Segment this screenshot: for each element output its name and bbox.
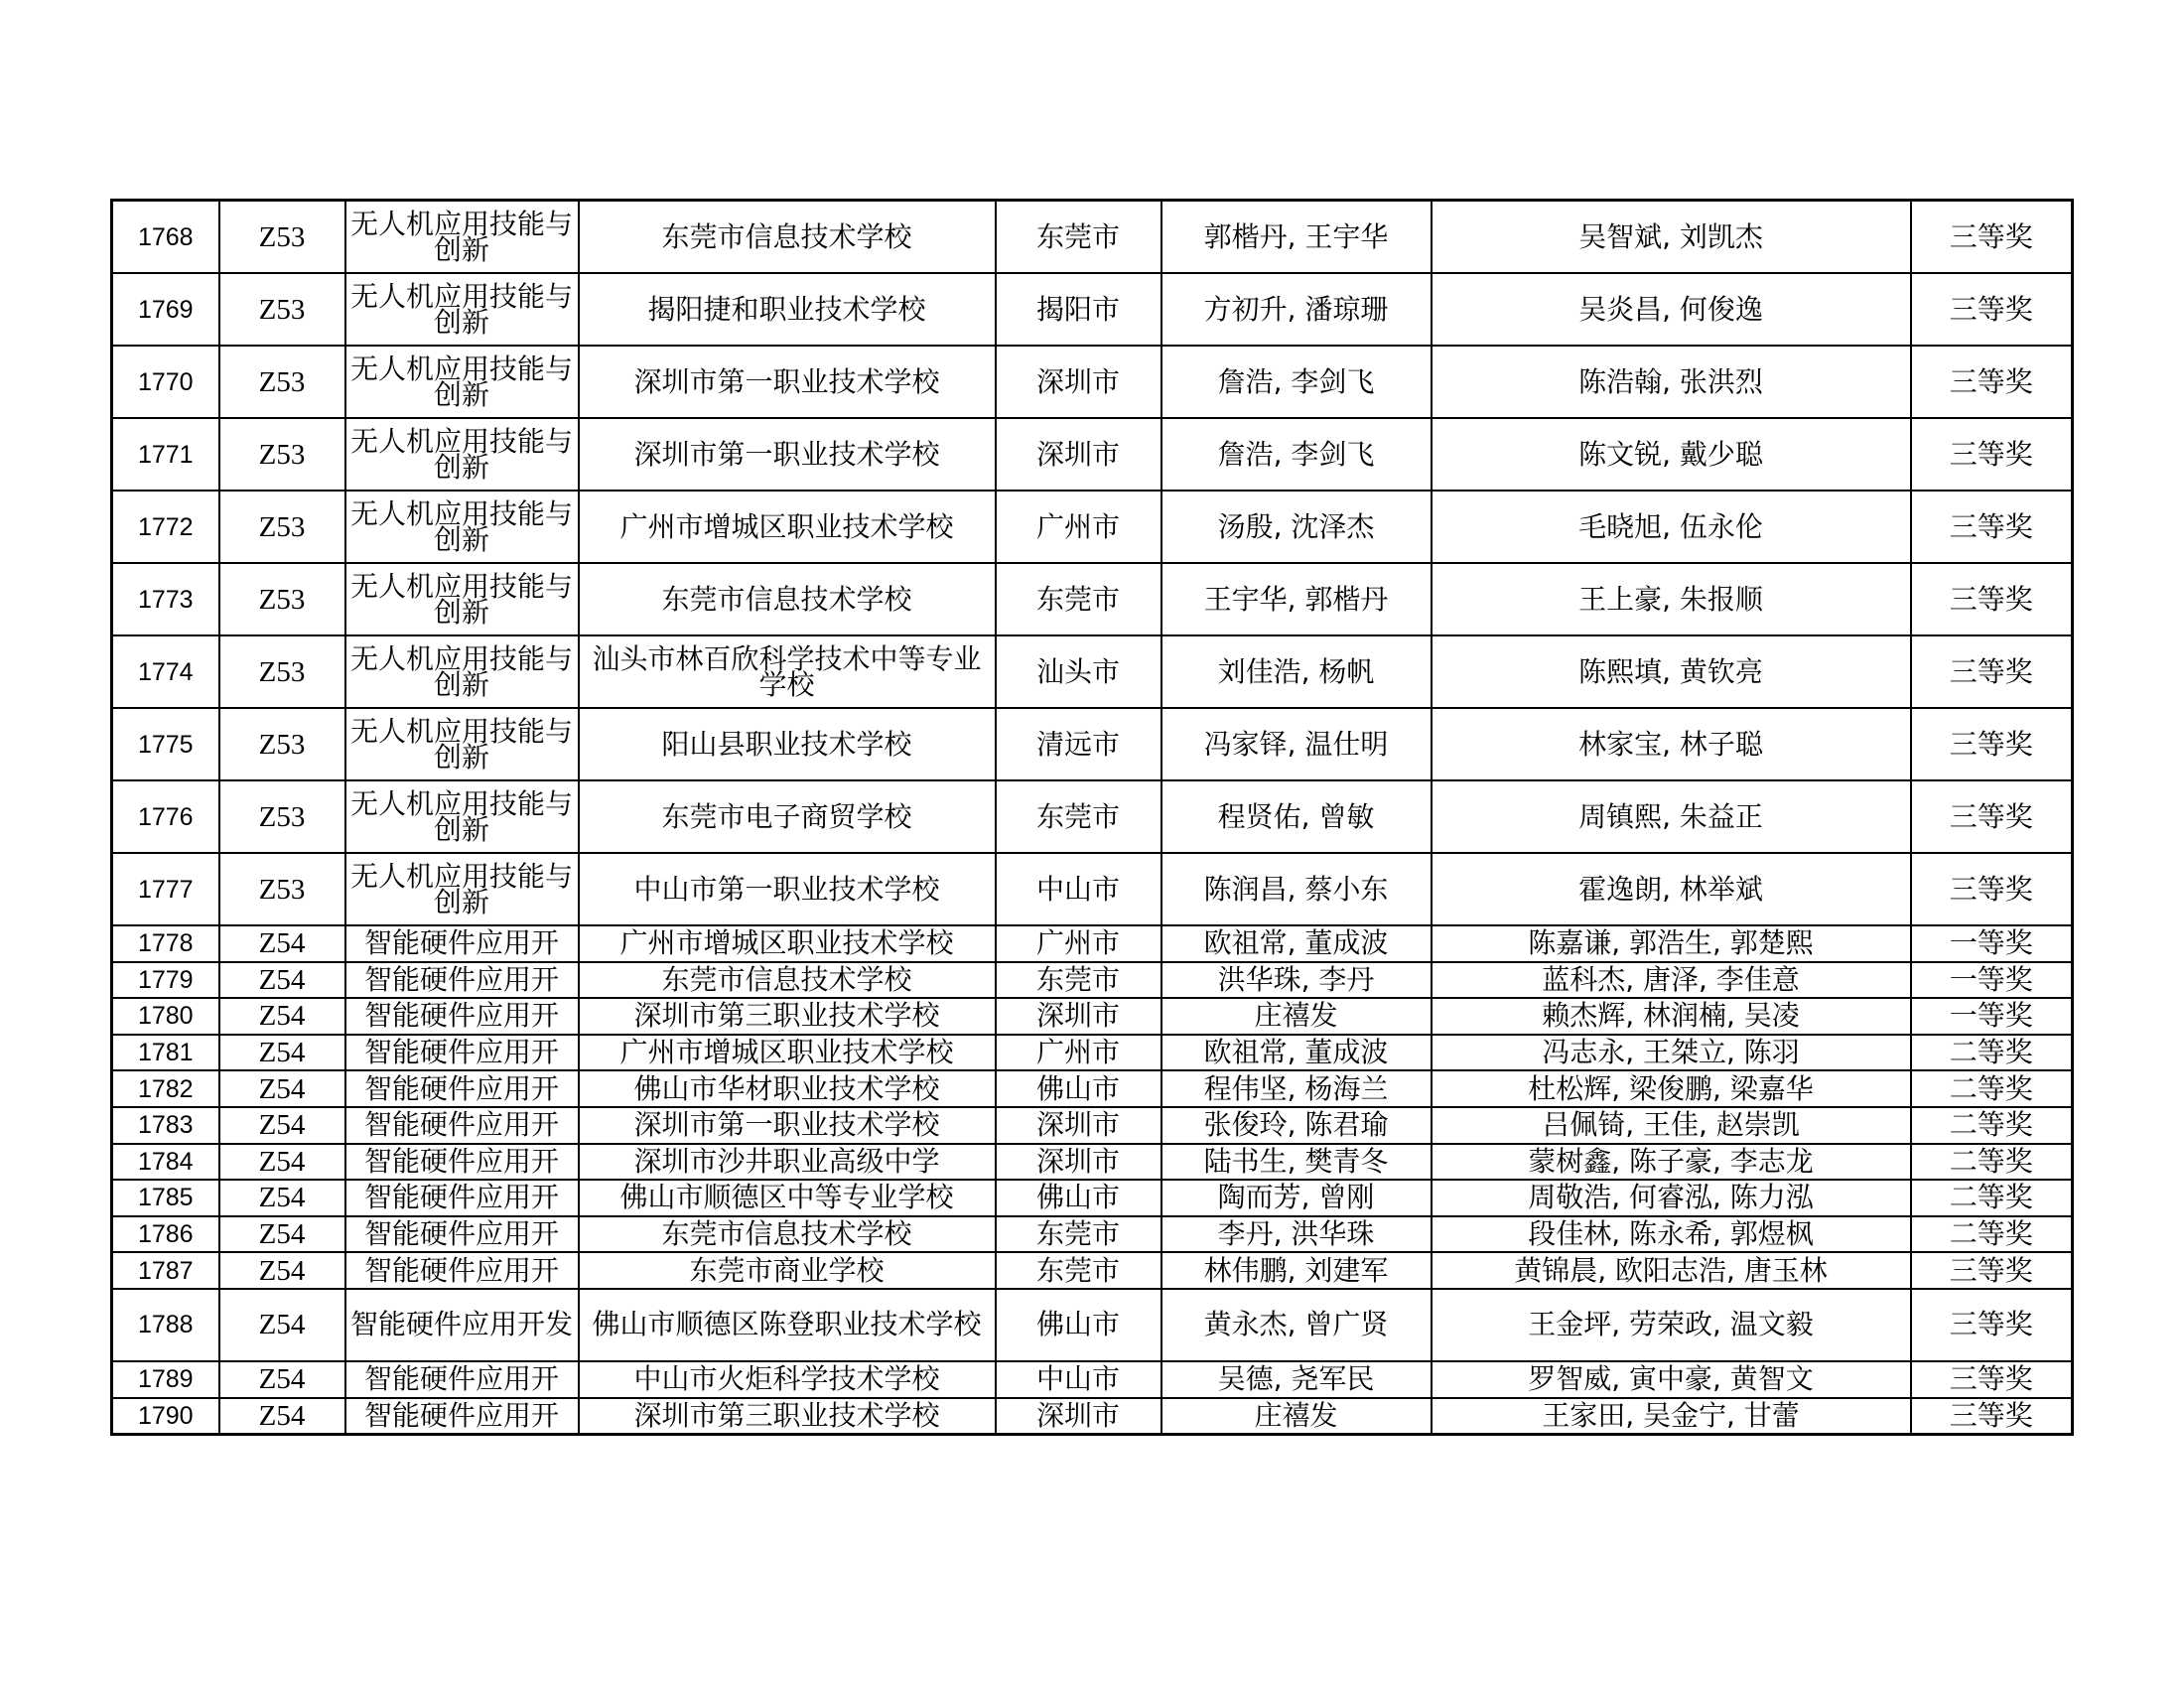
cell-students: 陈文锐, 戴少聪 — [1432, 418, 1911, 491]
cell-award: 二等奖 — [1911, 1070, 2073, 1107]
cell-teachers: 张俊玲, 陈君瑜 — [1161, 1107, 1432, 1144]
cell-students: 林家宝, 林子聪 — [1432, 708, 1911, 780]
cell-project-name: 智能硬件应用开 — [345, 1035, 579, 1071]
cell-project-name: 智能硬件应用开 — [345, 1216, 579, 1253]
cell-number: 1782 — [112, 1070, 219, 1107]
cell-teachers: 林伟鹏, 刘建军 — [1161, 1252, 1432, 1289]
cell-award: 三等奖 — [1911, 1289, 2073, 1361]
cell-city: 佛山市 — [996, 1289, 1161, 1361]
table-row — [112, 1070, 2073, 1107]
cell-school: 东莞市信息技术学校 — [579, 201, 996, 274]
cell-teachers: 庄禧发 — [1161, 1398, 1432, 1435]
cell-students: 蓝科杰, 唐泽, 李佳意 — [1432, 962, 1911, 999]
table-row — [112, 635, 2073, 708]
cell-teachers: 詹浩, 李剑飞 — [1161, 418, 1432, 491]
cell-students: 王家田, 吴金宁, 甘蕾 — [1432, 1398, 1911, 1435]
cell-city: 汕头市 — [996, 635, 1161, 708]
cell-number: 1787 — [112, 1252, 219, 1289]
cell-school: 东莞市信息技术学校 — [579, 962, 996, 999]
cell-teachers: 陈润昌, 蔡小东 — [1161, 853, 1432, 925]
cell-teachers: 庄禧发 — [1161, 998, 1432, 1035]
cell-number: 1777 — [112, 853, 219, 925]
cell-project-code: Z53 — [219, 491, 345, 563]
cell-award: 二等奖 — [1911, 1144, 2073, 1181]
cell-students: 吴智斌, 刘凯杰 — [1432, 201, 1911, 274]
cell-school: 东莞市信息技术学校 — [579, 563, 996, 635]
cell-school: 东莞市电子商贸学校 — [579, 780, 996, 853]
cell-project-code: Z54 — [219, 1070, 345, 1107]
cell-award: 三等奖 — [1911, 563, 2073, 635]
cell-award: 三等奖 — [1911, 1252, 2073, 1289]
cell-students: 吕佩锜, 王佳, 赵崇凯 — [1432, 1107, 1911, 1144]
cell-teachers: 方初升, 潘琼珊 — [1161, 273, 1432, 346]
table-row — [112, 708, 2073, 780]
cell-award: 一等奖 — [1911, 925, 2073, 962]
cell-city: 东莞市 — [996, 962, 1161, 999]
cell-school: 广州市增城区职业技术学校 — [579, 491, 996, 563]
cell-city: 深圳市 — [996, 346, 1161, 418]
cell-city: 佛山市 — [996, 1180, 1161, 1216]
cell-students: 段佳林, 陈永希, 郭煜枫 — [1432, 1216, 1911, 1253]
cell-project-code: Z53 — [219, 273, 345, 346]
cell-project-code: Z54 — [219, 1180, 345, 1216]
cell-project-name: 无人机应用技能与创新 — [345, 273, 579, 346]
cell-project-code: Z53 — [219, 346, 345, 418]
cell-city: 深圳市 — [996, 418, 1161, 491]
cell-school: 深圳市第三职业技术学校 — [579, 998, 996, 1035]
cell-city: 东莞市 — [996, 1216, 1161, 1253]
cell-teachers: 王宇华, 郭楷丹 — [1161, 563, 1432, 635]
cell-students: 王金坪, 劳荣政, 温文毅 — [1432, 1289, 1911, 1361]
cell-teachers: 吴德, 尧军民 — [1161, 1361, 1432, 1398]
table-row — [112, 563, 2073, 635]
cell-award: 一等奖 — [1911, 998, 2073, 1035]
cell-teachers: 陶而芳, 曾刚 — [1161, 1180, 1432, 1216]
cell-project-code: Z54 — [219, 998, 345, 1035]
cell-school: 深圳市第一职业技术学校 — [579, 418, 996, 491]
cell-project-name: 无人机应用技能与创新 — [345, 491, 579, 563]
cell-project-name: 无人机应用技能与创新 — [345, 563, 579, 635]
cell-school: 佛山市顺德区中等专业学校 — [579, 1180, 996, 1216]
cell-project-name: 无人机应用技能与创新 — [345, 635, 579, 708]
cell-students: 毛晓旭, 伍永伦 — [1432, 491, 1911, 563]
cell-award: 三等奖 — [1911, 346, 2073, 418]
cell-teachers: 陆书生, 樊青冬 — [1161, 1144, 1432, 1181]
cell-project-code: Z54 — [219, 1035, 345, 1071]
cell-city: 东莞市 — [996, 1252, 1161, 1289]
cell-school: 阳山县职业技术学校 — [579, 708, 996, 780]
cell-school: 中山市火炬科学技术学校 — [579, 1361, 996, 1398]
cell-school: 东莞市信息技术学校 — [579, 1216, 996, 1253]
cell-project-code: Z53 — [219, 853, 345, 925]
cell-project-code: Z54 — [219, 1107, 345, 1144]
cell-project-name: 智能硬件应用开 — [345, 1252, 579, 1289]
cell-teachers: 欧祖常, 董成波 — [1161, 1035, 1432, 1071]
cell-city: 佛山市 — [996, 1070, 1161, 1107]
cell-school: 中山市第一职业技术学校 — [579, 853, 996, 925]
cell-number: 1774 — [112, 635, 219, 708]
cell-teachers: 欧祖常, 董成波 — [1161, 925, 1432, 962]
cell-school: 深圳市第一职业技术学校 — [579, 346, 996, 418]
cell-students: 霍逸朗, 林举斌 — [1432, 853, 1911, 925]
table-row — [112, 853, 2073, 925]
cell-project-code: Z53 — [219, 635, 345, 708]
cell-students: 陈浩翰, 张洪烈 — [1432, 346, 1911, 418]
table-row — [112, 1107, 2073, 1144]
cell-project-code: Z53 — [219, 708, 345, 780]
cell-award: 二等奖 — [1911, 1180, 2073, 1216]
cell-city: 深圳市 — [996, 1144, 1161, 1181]
table-row — [112, 1035, 2073, 1071]
cell-number: 1768 — [112, 201, 219, 274]
table-row — [112, 491, 2073, 563]
cell-city: 广州市 — [996, 925, 1161, 962]
cell-project-name: 智能硬件应用开 — [345, 1361, 579, 1398]
cell-students: 冯志永, 王桀立, 陈羽 — [1432, 1035, 1911, 1071]
cell-number: 1770 — [112, 346, 219, 418]
cell-city: 东莞市 — [996, 563, 1161, 635]
cell-number: 1784 — [112, 1144, 219, 1181]
cell-students: 黄锦晨, 欧阳志浩, 唐玉林 — [1432, 1252, 1911, 1289]
table-row — [112, 1289, 2073, 1361]
cell-award: 二等奖 — [1911, 1035, 2073, 1071]
cell-project-name: 智能硬件应用开 — [345, 1144, 579, 1181]
cell-project-code: Z54 — [219, 1216, 345, 1253]
table-row — [112, 346, 2073, 418]
cell-project-code: Z54 — [219, 1289, 345, 1361]
cell-project-name: 无人机应用技能与创新 — [345, 853, 579, 925]
cell-project-name: 智能硬件应用开 — [345, 1070, 579, 1107]
cell-students: 周敬浩, 何睿泓, 陈力泓 — [1432, 1180, 1911, 1216]
cell-award: 三等奖 — [1911, 273, 2073, 346]
cell-number: 1771 — [112, 418, 219, 491]
cell-students: 赖杰辉, 林润楠, 吴凌 — [1432, 998, 1911, 1035]
cell-award: 三等奖 — [1911, 201, 2073, 274]
cell-number: 1769 — [112, 273, 219, 346]
cell-project-name: 智能硬件应用开 — [345, 1180, 579, 1216]
cell-school: 深圳市第一职业技术学校 — [579, 1107, 996, 1144]
cell-award: 二等奖 — [1911, 1216, 2073, 1253]
cell-project-name: 智能硬件应用开 — [345, 998, 579, 1035]
cell-city: 清远市 — [996, 708, 1161, 780]
cell-teachers: 冯家铎, 温仕明 — [1161, 708, 1432, 780]
cell-number: 1781 — [112, 1035, 219, 1071]
cell-project-name: 智能硬件应用开 — [345, 1398, 579, 1435]
cell-project-code: Z53 — [219, 780, 345, 853]
cell-city: 深圳市 — [996, 998, 1161, 1035]
cell-students: 周镇熙, 朱益正 — [1432, 780, 1911, 853]
cell-teachers: 刘佳浩, 杨帆 — [1161, 635, 1432, 708]
cell-school: 汕头市林百欣科学技术中等专业学校 — [579, 635, 996, 708]
cell-number: 1785 — [112, 1180, 219, 1216]
cell-teachers: 汤殷, 沈泽杰 — [1161, 491, 1432, 563]
cell-award: 一等奖 — [1911, 962, 2073, 999]
cell-award: 三等奖 — [1911, 853, 2073, 925]
cell-award: 三等奖 — [1911, 491, 2073, 563]
cell-award: 三等奖 — [1911, 1398, 2073, 1435]
cell-award: 三等奖 — [1911, 635, 2073, 708]
cell-city: 广州市 — [996, 1035, 1161, 1071]
table-row — [112, 1216, 2073, 1253]
cell-teachers: 洪华珠, 李丹 — [1161, 962, 1432, 999]
cell-project-code: Z54 — [219, 962, 345, 999]
cell-city: 中山市 — [996, 1361, 1161, 1398]
cell-award: 三等奖 — [1911, 708, 2073, 780]
cell-project-code: Z53 — [219, 201, 345, 274]
cell-number: 1775 — [112, 708, 219, 780]
table-row — [112, 1361, 2073, 1398]
table-row — [112, 962, 2073, 999]
cell-school: 揭阳捷和职业技术学校 — [579, 273, 996, 346]
cell-number: 1773 — [112, 563, 219, 635]
cell-project-code: Z54 — [219, 1361, 345, 1398]
cell-city: 深圳市 — [996, 1398, 1161, 1435]
cell-city: 揭阳市 — [996, 273, 1161, 346]
cell-project-name: 智能硬件应用开 — [345, 962, 579, 999]
table-row — [112, 273, 2073, 346]
cell-project-name: 智能硬件应用开发 — [345, 1289, 579, 1361]
cell-project-code: Z54 — [219, 1144, 345, 1181]
cell-award: 三等奖 — [1911, 1361, 2073, 1398]
cell-award: 二等奖 — [1911, 1107, 2073, 1144]
cell-award: 三等奖 — [1911, 780, 2073, 853]
cell-number: 1786 — [112, 1216, 219, 1253]
cell-school: 广州市增城区职业技术学校 — [579, 1035, 996, 1071]
cell-award: 三等奖 — [1911, 418, 2073, 491]
cell-project-code: Z54 — [219, 1398, 345, 1435]
cell-city: 东莞市 — [996, 201, 1161, 274]
cell-students: 陈嘉谦, 郭浩生, 郭楚熙 — [1432, 925, 1911, 962]
cell-number: 1789 — [112, 1361, 219, 1398]
cell-school: 佛山市顺德区陈登职业技术学校 — [579, 1289, 996, 1361]
cell-school: 佛山市华材职业技术学校 — [579, 1070, 996, 1107]
cell-number: 1788 — [112, 1289, 219, 1361]
cell-school: 深圳市沙井职业高级中学 — [579, 1144, 996, 1181]
cell-project-name: 无人机应用技能与创新 — [345, 201, 579, 274]
awards-table — [110, 199, 2074, 1436]
cell-students: 王上豪, 朱报顺 — [1432, 563, 1911, 635]
cell-city: 广州市 — [996, 491, 1161, 563]
cell-project-name: 智能硬件应用开 — [345, 925, 579, 962]
cell-students: 杜松辉, 梁俊鹏, 梁嘉华 — [1432, 1070, 1911, 1107]
cell-project-name: 无人机应用技能与创新 — [345, 346, 579, 418]
cell-number: 1776 — [112, 780, 219, 853]
cell-students: 陈熙填, 黄钦亮 — [1432, 635, 1911, 708]
cell-number: 1772 — [112, 491, 219, 563]
cell-teachers: 郭楷丹, 王宇华 — [1161, 201, 1432, 274]
cell-teachers: 詹浩, 李剑飞 — [1161, 346, 1432, 418]
cell-school: 东莞市商业学校 — [579, 1252, 996, 1289]
cell-teachers: 程伟坚, 杨海兰 — [1161, 1070, 1432, 1107]
cell-teachers: 李丹, 洪华珠 — [1161, 1216, 1432, 1253]
cell-project-name: 智能硬件应用开 — [345, 1107, 579, 1144]
cell-city: 中山市 — [996, 853, 1161, 925]
table-body — [112, 201, 2073, 1435]
cell-city: 深圳市 — [996, 1107, 1161, 1144]
cell-school: 深圳市第三职业技术学校 — [579, 1398, 996, 1435]
table-row — [112, 780, 2073, 853]
cell-teachers: 黄永杰, 曾广贤 — [1161, 1289, 1432, 1361]
cell-number: 1783 — [112, 1107, 219, 1144]
cell-number: 1780 — [112, 998, 219, 1035]
cell-students: 罗智威, 寅中豪, 黄智文 — [1432, 1361, 1911, 1398]
cell-city: 东莞市 — [996, 780, 1161, 853]
cell-school: 广州市增城区职业技术学校 — [579, 925, 996, 962]
cell-project-code: Z54 — [219, 1252, 345, 1289]
table-row — [112, 925, 2073, 962]
cell-teachers: 程贤佑, 曾敏 — [1161, 780, 1432, 853]
cell-number: 1779 — [112, 962, 219, 999]
cell-project-name: 无人机应用技能与创新 — [345, 780, 579, 853]
table-row — [112, 1144, 2073, 1181]
cell-project-code: Z53 — [219, 418, 345, 491]
cell-number: 1778 — [112, 925, 219, 962]
cell-students: 蒙树鑫, 陈子豪, 李志龙 — [1432, 1144, 1911, 1181]
cell-project-name: 无人机应用技能与创新 — [345, 418, 579, 491]
cell-project-code: Z53 — [219, 563, 345, 635]
table-row — [112, 998, 2073, 1035]
cell-project-code: Z54 — [219, 925, 345, 962]
cell-students: 吴炎昌, 何俊逸 — [1432, 273, 1911, 346]
cell-number: 1790 — [112, 1398, 219, 1435]
table-row — [112, 201, 2073, 274]
table-row — [112, 1252, 2073, 1289]
cell-project-name: 无人机应用技能与创新 — [345, 708, 579, 780]
table-row — [112, 1398, 2073, 1435]
table-row — [112, 418, 2073, 491]
table-row — [112, 1180, 2073, 1216]
